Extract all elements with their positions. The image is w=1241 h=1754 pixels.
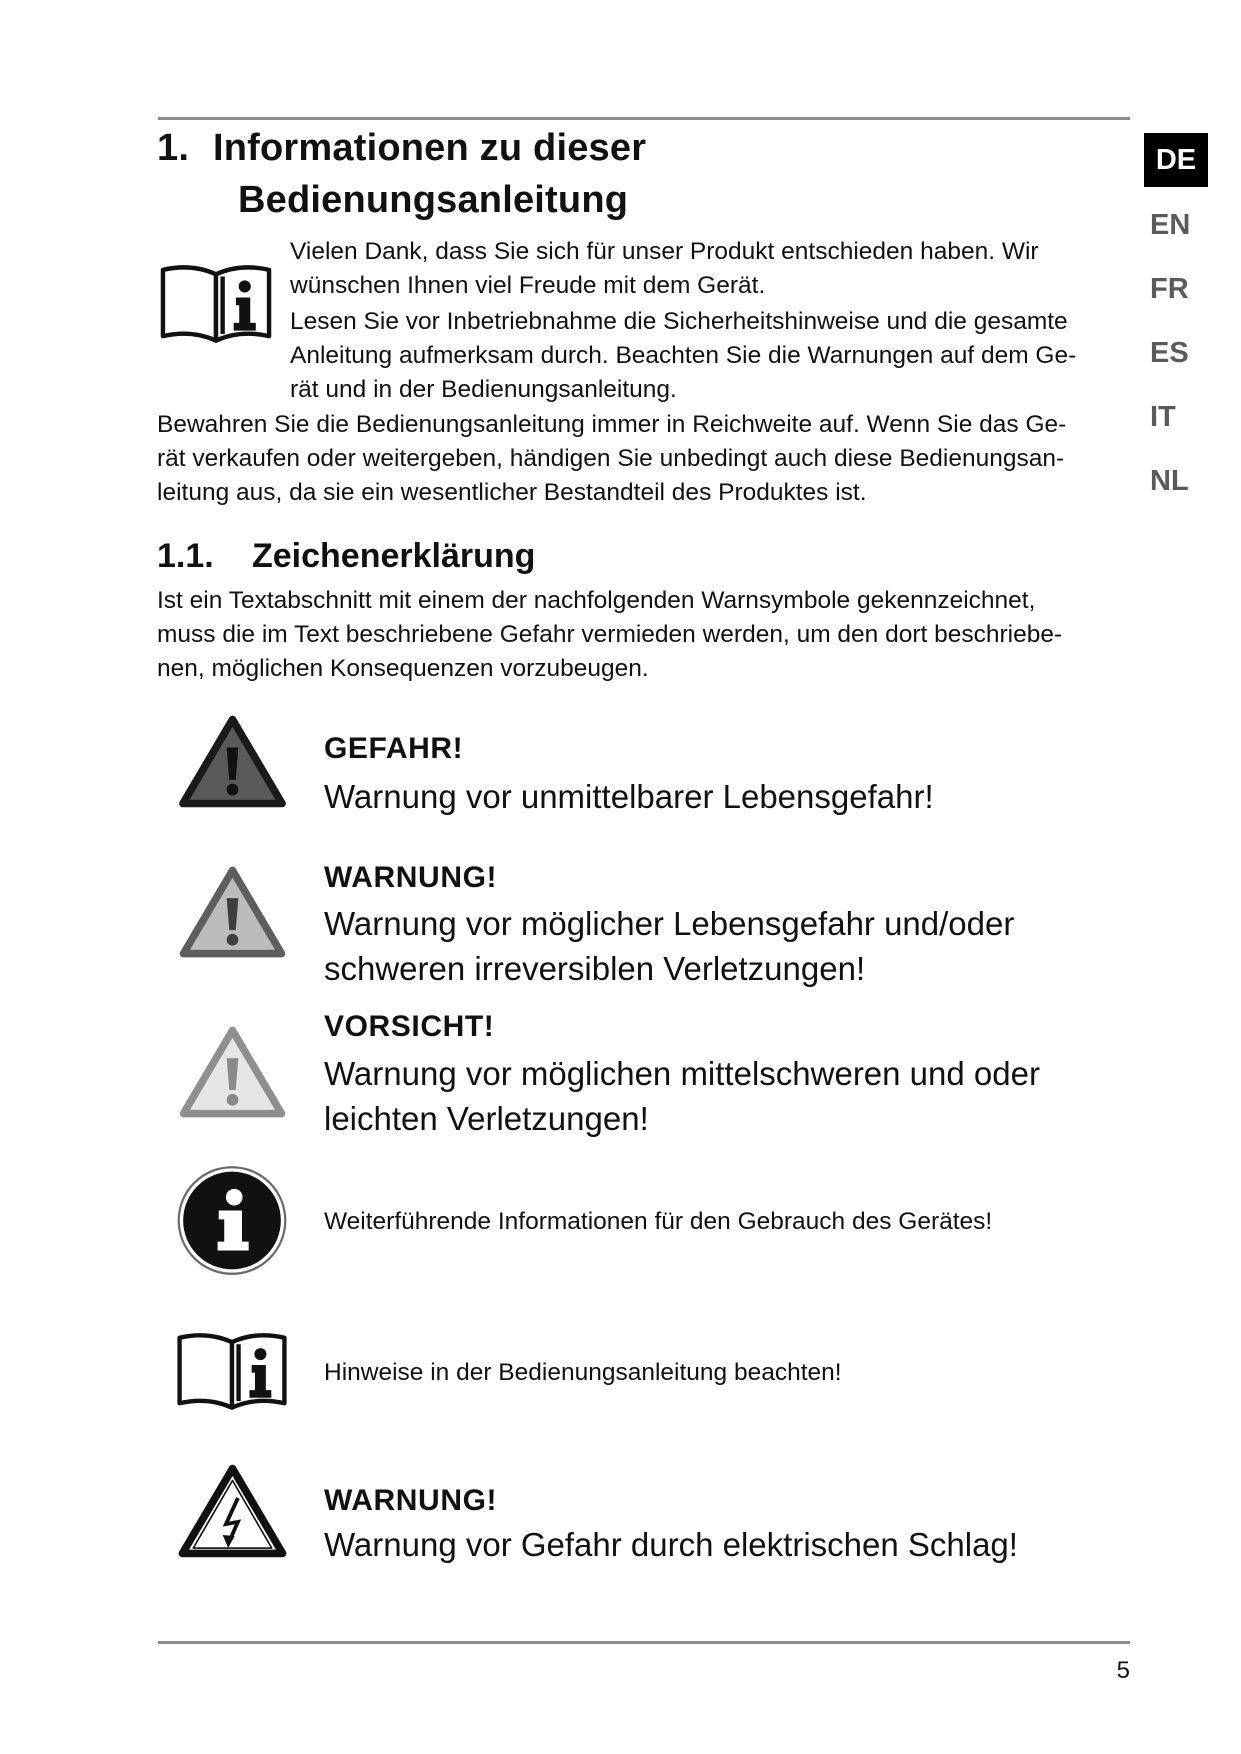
text-line: leitung aus, da sie ein wesentlicher Bestandteil des Produktes ist. bbox=[157, 479, 867, 506]
text-line: leichten Verletzungen! bbox=[324, 1100, 649, 1137]
bottom-divider bbox=[158, 1641, 1130, 1644]
text-line: muss die im Text beschriebene Gefahr vermieden werden, um den dort beschriebe- bbox=[157, 621, 1063, 648]
section-title: Zeichenerklärung bbox=[252, 537, 536, 575]
info-circle-icon bbox=[176, 1165, 288, 1276]
manual-info-book-icon bbox=[174, 1329, 290, 1412]
text-line: Warnung vor Gefahr durch elektrischen Schlag! bbox=[324, 1526, 1018, 1563]
text-line: Ist ein Textabschnitt mit einem der nachfolgenden Warnsymbole gekennzeichnet, bbox=[157, 587, 1036, 614]
text-line: schweren irreversiblen Verletzungen! bbox=[324, 950, 866, 987]
symbol-heading: GEFAHR! bbox=[324, 732, 464, 765]
text-line: Vielen Dank, dass Sie sich für unser Produkt entschieden haben. Wir bbox=[290, 238, 1039, 265]
warning-triangle-icon bbox=[174, 864, 291, 960]
section-number: 1.1. bbox=[157, 537, 214, 575]
caution-triangle-graphic bbox=[174, 1024, 291, 1120]
text-line: Warnung vor möglichen mittelschweren und oder bbox=[324, 1055, 1040, 1092]
symbol-description bbox=[324, 1051, 1040, 1141]
symbol-heading: WARNUNG! bbox=[324, 1484, 498, 1517]
electric-shock-triangle-graphic bbox=[174, 1462, 291, 1560]
language-tab-it: IT bbox=[1150, 401, 1176, 433]
manual-info-book-icon bbox=[157, 261, 275, 345]
symbol-description bbox=[324, 901, 1014, 991]
manual-info-book-graphic bbox=[157, 261, 275, 345]
symbol-description: Weiterführende Informationen für den Gebrauch des Gerätes! bbox=[324, 1208, 993, 1235]
manual-info-book-graphic bbox=[174, 1329, 290, 1412]
text-line: rät verkaufen oder weitergeben, händigen Sie unbedingt auch diese Bedienungsan- bbox=[157, 445, 1065, 472]
language-tab-nl: NL bbox=[1150, 465, 1189, 497]
chapter-title-line-1: Informationen zu dieser bbox=[213, 127, 647, 169]
symbol-heading: VORSICHT! bbox=[324, 1010, 495, 1043]
caution-triangle-icon bbox=[174, 1024, 291, 1120]
danger-triangle-icon bbox=[174, 713, 291, 810]
text-line: wünschen Ihnen viel Freude mit dem Gerät. bbox=[290, 272, 766, 299]
intro-paragraph-2 bbox=[290, 305, 1076, 407]
text-line: Lesen Sie vor Inbetriebnahme die Sicherheitshinweise und die gesamte bbox=[290, 308, 1068, 335]
danger-triangle-graphic bbox=[174, 713, 291, 810]
symbol-heading: WARNUNG! bbox=[324, 861, 498, 894]
chapter-number: 1. bbox=[157, 127, 190, 169]
language-tabs bbox=[1150, 193, 1210, 513]
intro-paragraph-1 bbox=[290, 235, 1039, 303]
symbol-description: Hinweise in der Bedienungsanleitung beachten! bbox=[324, 1359, 842, 1386]
language-tab-active: DE bbox=[1144, 133, 1208, 187]
language-tab-fr: FR bbox=[1150, 273, 1189, 305]
language-tab-en: EN bbox=[1150, 209, 1191, 241]
text-line: Bewahren Sie die Bedienungsanleitung immer in Reichweite auf. Wenn Sie das Ge- bbox=[157, 411, 1067, 438]
page-number: 5 bbox=[1116, 1657, 1130, 1684]
symbol-description bbox=[324, 1523, 1018, 1567]
intro-paragraph-3 bbox=[157, 408, 1066, 510]
warning-triangle-graphic bbox=[174, 864, 291, 960]
top-divider bbox=[158, 117, 1130, 120]
chapter-title-line-2: Bedienungsanleitung bbox=[238, 179, 629, 221]
text-line: nen, möglichen Konsequenzen vorzubeugen. bbox=[157, 655, 649, 682]
info-circle-graphic bbox=[176, 1165, 288, 1276]
text-line: Warnung vor unmittelbarer Lebensgefahr! bbox=[324, 778, 934, 815]
section-paragraph bbox=[157, 584, 1062, 686]
electric-shock-triangle-icon bbox=[174, 1462, 291, 1560]
text-line: Warnung vor möglicher Lebensgefahr und/oder bbox=[324, 905, 1015, 942]
text-line: Anleitung aufmerksam durch. Beachten Sie die Warnungen auf dem Ge- bbox=[290, 342, 1077, 369]
language-tab-es: ES bbox=[1150, 337, 1189, 369]
text-line: rät und in der Bedienungsanleitung. bbox=[290, 376, 677, 403]
symbol-description bbox=[324, 775, 934, 819]
